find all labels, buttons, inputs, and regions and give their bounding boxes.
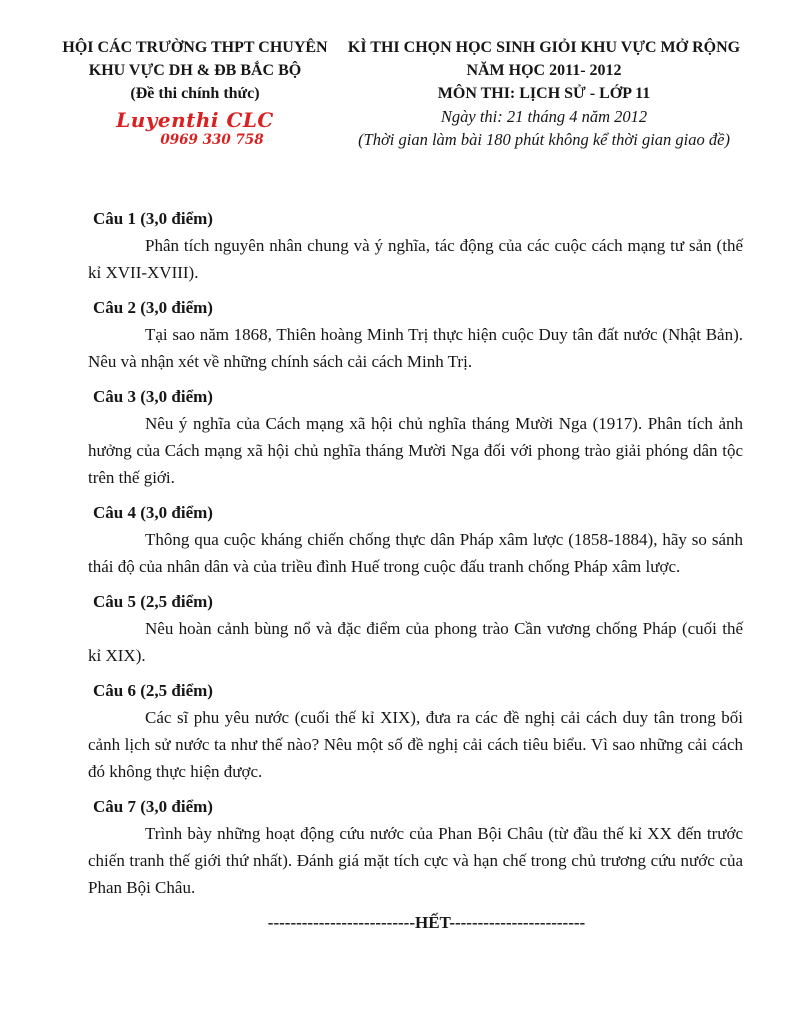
subject-and-grade: MÔN THI: LỊCH SỬ - LỚP 11 — [437, 85, 651, 102]
questions-section — [88, 205, 743, 936]
question-block-6 — [88, 677, 743, 785]
document-header — [45, 36, 743, 151]
official-exam-note: (Đề thi chính thức) — [130, 85, 260, 102]
question-block-3 — [88, 383, 743, 491]
question-1-text: Phân tích nguyên nhân chung và ý nghĩa, tác động của các cuộc cách mạng tư sản (thế kỉ XVII-XVIII). — [88, 236, 743, 282]
question-2-text: Tại sao năm 1868, Thiên hoàng Minh Trị thực hiện cuộc Duy tân đất nước (Nhật Bản). Nêu và nhận xét về những chính sách cải cách Minh Trị. — [88, 325, 743, 371]
organization-name-line2: KHU VỰC DH & ĐB BẮC BỘ — [88, 62, 302, 79]
logo-phone-number: 0969 330 758 — [160, 132, 264, 148]
issuing-organization-block — [45, 36, 345, 149]
question-4-text: Thông qua cuộc kháng chiến chống thực dân Pháp xâm lược (1858-1884), hãy so sánh thái độ của nhân dân và của triều đình Huế trong cuộc đấu tranh chống Pháp xâm lược. — [88, 530, 743, 576]
time-allowed-note: (Thời gian làm bài 180 phút không kể thời gian giao đề) — [358, 130, 730, 149]
question-4-heading: Câu 4 (3,0 điểm) — [93, 503, 213, 522]
question-block-5 — [88, 588, 743, 669]
exam-title: KÌ THI CHỌN HỌC SINH GIỎI KHU VỰC MỞ RỘNG — [347, 39, 741, 56]
question-7-text: Trình bày những hoạt động cứu nước của Phan Bội Châu (từ đầu thế kỉ XX đến trước chiến tranh thế giới thứ nhất). Đánh giá mặt tích cực và hạn chế trong chủ trương cứu nước của Phan Bội Châu. — [88, 824, 743, 897]
question-block-4 — [88, 499, 743, 580]
exam-date: Ngày thi: 21 tháng 4 năm 2012 — [440, 107, 648, 126]
question-6-heading: Câu 6 (2,5 điểm) — [93, 681, 213, 700]
school-year: NĂM HỌC 2011- 2012 — [466, 62, 622, 79]
question-block-1 — [88, 205, 743, 286]
end-of-exam-marker: --------------------------HẾT------------------------ — [267, 913, 586, 932]
question-block-7 — [88, 793, 743, 901]
question-3-text: Nêu ý nghĩa của Cách mạng xã hội chủ nghĩa tháng Mười Nga (1917). Phân tích ảnh hưởng của Cách mạng xã hội chủ nghĩa tháng Mười Nga đối với phong trào giải phóng dân tộc trên thế giới. — [88, 414, 743, 487]
question-3-heading: Câu 3 (3,0 điểm) — [93, 387, 213, 406]
question-5-text: Nêu hoàn cảnh bùng nổ và đặc điểm của phong trào Cần vương chống Pháp (cuối thế kỉ XIX). — [88, 619, 743, 665]
question-7-heading: Câu 7 (3,0 điểm) — [93, 797, 213, 816]
luyenthi-clc-logo: Luyenthi CLC — [116, 108, 274, 132]
question-block-2 — [88, 294, 743, 375]
question-2-heading: Câu 2 (3,0 điểm) — [93, 298, 213, 317]
question-6-text: Các sĩ phu yêu nước (cuối thế kỉ XIX), đưa ra các đề nghị cải cách duy tân trong bối cảnh lịch sử nước ta như thế nào? Nêu một số đề nghị cải cách tiêu biểu. Vì sao những cải cách đó không thực hiện được. — [88, 708, 743, 781]
organization-name-line1: HỘI CÁC TRƯỜNG THPT CHUYÊN — [62, 39, 328, 56]
exam-title-block — [345, 36, 743, 151]
question-1-heading: Câu 1 (3,0 điểm) — [93, 209, 213, 228]
question-5-heading: Câu 5 (2,5 điểm) — [93, 592, 213, 611]
